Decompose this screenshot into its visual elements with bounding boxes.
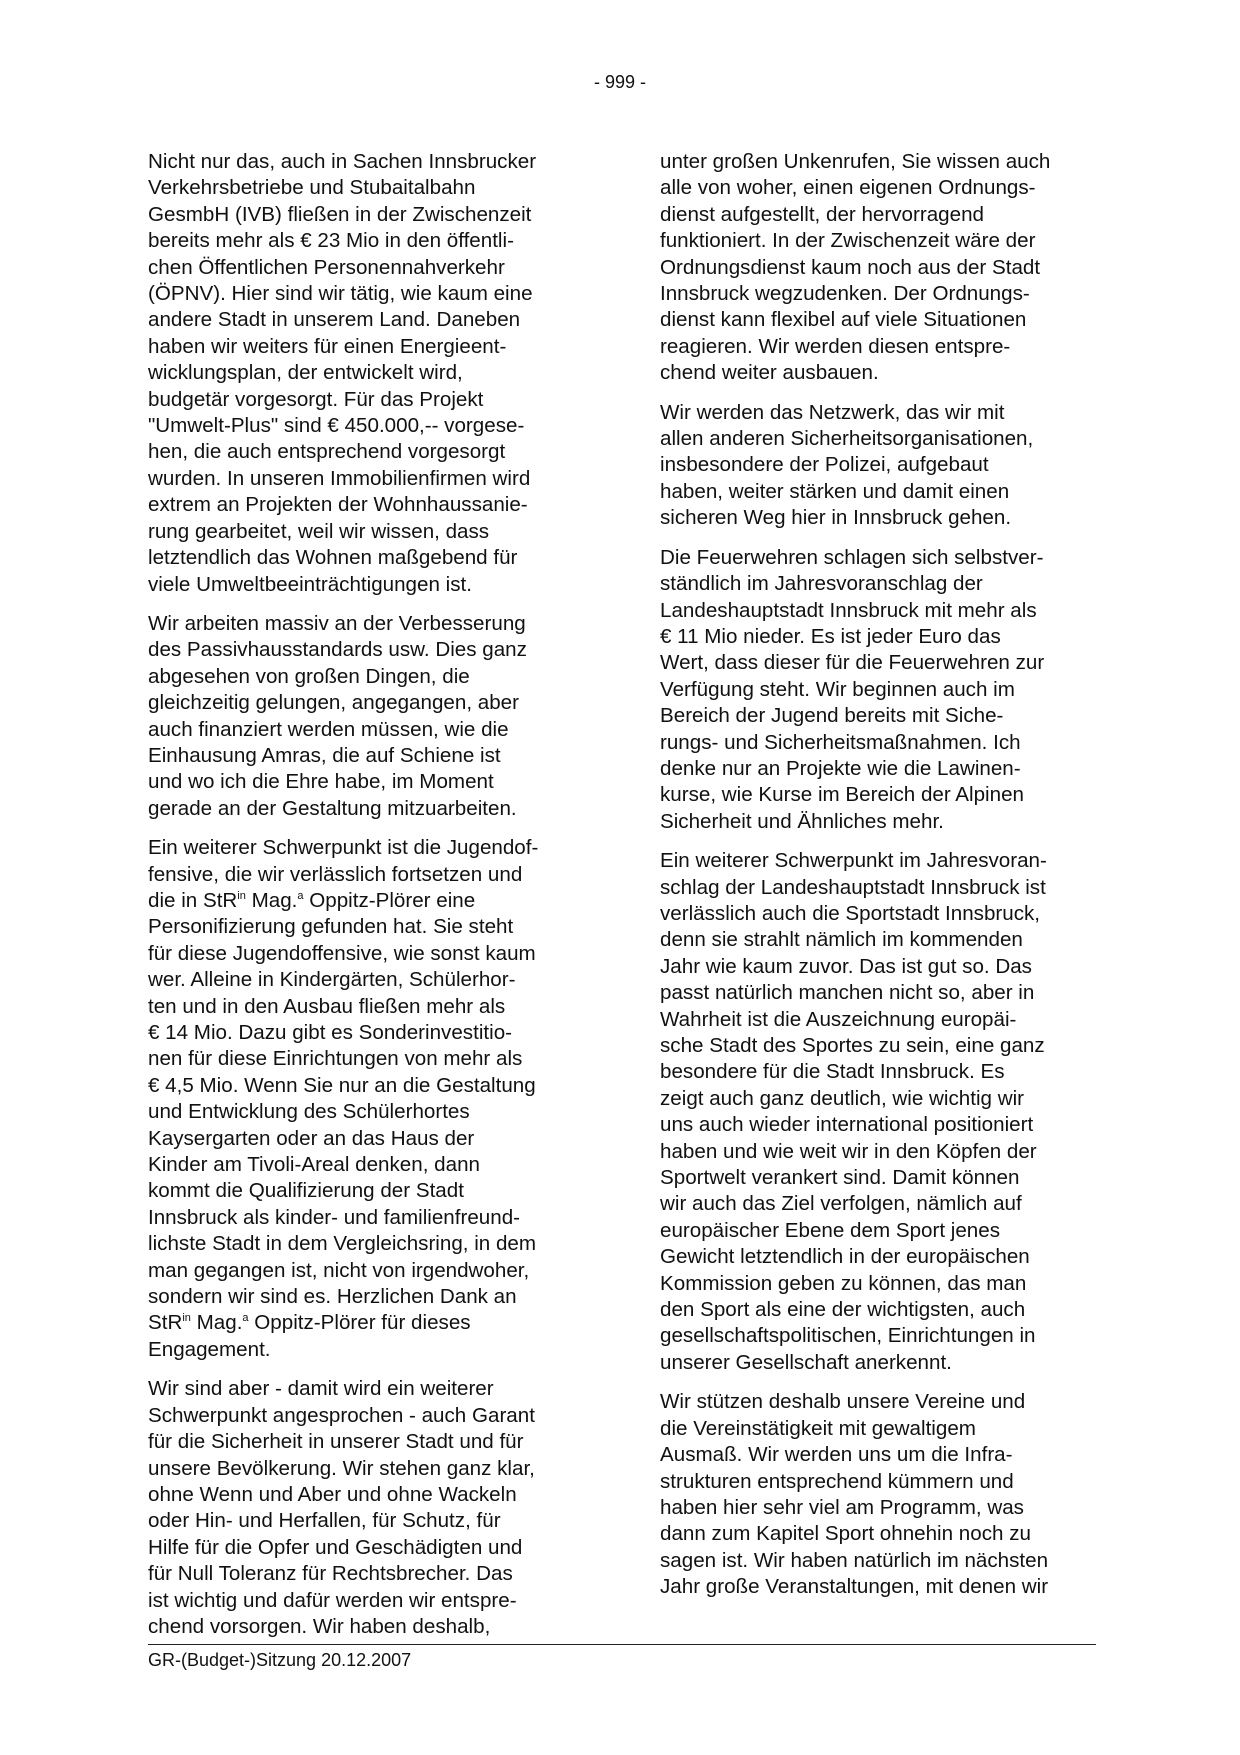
text-line: GesmbH (IVB) fließen in der Zwischenzeit xyxy=(148,202,532,226)
text-line: extrem an Projekten der Wohnhaussanie- xyxy=(148,493,528,517)
text-line: Wahrheit ist die Auszeichnung europäi- xyxy=(660,1007,1017,1031)
text-line: Hilfe für die Opfer und Geschädigten und xyxy=(148,1535,523,1559)
text-line: Landeshauptstadt Innsbruck mit mehr als xyxy=(660,598,1037,622)
text-line: chend weiter ausbauen. xyxy=(660,361,879,385)
text-line: reagieren. Wir werden diesen entspre- xyxy=(660,334,1011,358)
text-line: Wir sind aber - damit wird ein weiterer xyxy=(148,1377,494,1401)
text-line: europäischer Ebene dem Sport jenes xyxy=(660,1218,1001,1242)
text-line: kurse, wie Kurse im Bereich der Alpinen xyxy=(660,783,1024,807)
text-line: Sportwelt verankert sind. Damit können xyxy=(660,1166,1020,1190)
text-line: rung gearbeitet, weil wir wissen, dass xyxy=(148,519,490,543)
text-line: € 11 Mio nieder. Es ist jeder Euro das xyxy=(660,624,1001,648)
text-line: ist wichtig und dafür werden wir entspre- xyxy=(148,1588,517,1612)
paragraph xyxy=(660,149,1095,387)
text-line: hen, die auch entsprechend vorgesorgt xyxy=(148,440,506,464)
paragraph xyxy=(660,1389,1095,1600)
text-line: Wir stützen deshalb unsere Vereine und xyxy=(660,1390,1026,1414)
text-line: sicheren Weg hier in Innsbruck gehen. xyxy=(660,506,1012,530)
text-line: Jahr wie kaum zuvor. Das ist gut so. Das xyxy=(660,954,1032,978)
text-line: wurden. In unseren Immobilienfirmen wird xyxy=(148,466,531,490)
text-line: Schwerpunkt angesprochen - auch Garant xyxy=(148,1403,535,1427)
text-line: Personifizierung gefunden hat. Sie steht xyxy=(148,915,514,939)
text-line: die in StR$^{in}$ Mag.$^a$ Oppitz-Plörer eine xyxy=(148,888,476,912)
text-line: wer. Alleine in Kindergärten, Schülerhor- xyxy=(148,968,516,992)
text-line: chen Öffentlichen Personennahverkehr xyxy=(148,255,505,279)
text-line: Ordnungsdienst kaum noch aus der Stadt xyxy=(660,255,1041,279)
text-line: Gewicht letztendlich in der europäischen xyxy=(660,1245,1030,1269)
text-line: Wir werden das Netzwerk, das wir mit xyxy=(660,400,1005,424)
text-line: abgesehen von großen Dingen, die xyxy=(148,664,470,688)
text-line: unsere Bevölkerung. Wir stehen ganz klar, xyxy=(148,1456,535,1480)
text-line: gerade an der Gestaltung mitzuarbeiten. xyxy=(148,796,517,820)
text-line: Einhausung Amras, die auf Schiene ist xyxy=(148,743,501,767)
paragraph xyxy=(148,611,583,822)
text-line: Kaysergarten oder an das Haus der xyxy=(148,1126,475,1150)
text-line: andere Stadt in unserem Land. Daneben xyxy=(148,308,521,332)
text-line: Innsbruck als kinder- und familienfreund- xyxy=(148,1205,521,1229)
text-line: Wir arbeiten massiv an der Verbesserung xyxy=(148,611,526,635)
paragraph xyxy=(148,835,583,1363)
text-line: für Null Toleranz für Rechtsbrecher. Das xyxy=(148,1562,513,1586)
text-line: € 14 Mio. Dazu gibt es Sonderinvestitio- xyxy=(148,1021,513,1044)
text-line: chend vorsorgen. Wir haben deshalb, xyxy=(148,1614,491,1638)
paragraph xyxy=(148,1376,583,1640)
text-line: (ÖPNV). Hier sind wir tätig, wie kaum eine xyxy=(148,282,533,306)
text-line: wicklungsplan, der entwickelt wird, xyxy=(148,361,463,385)
text-line: Wert, dass dieser für die Feuerwehren zur xyxy=(660,651,1045,675)
footer-divider xyxy=(148,1644,1096,1645)
text-line: den Sport als eine der wichtigsten, auch xyxy=(660,1298,1026,1322)
text-line: gleichzeitig gelungen, angegangen, aber xyxy=(148,691,519,715)
text-line: denke nur an Projekte wie die Lawinen- xyxy=(660,756,1021,780)
text-line: haben und wie weit wir in den Köpfen der xyxy=(660,1139,1037,1163)
text-line: Jahr große Veranstaltungen, mit denen wir xyxy=(660,1575,1049,1599)
text-line: dienst aufgestellt, der hervorragend xyxy=(660,202,984,226)
text-line: ständlich im Jahresvoranschlag der xyxy=(660,572,983,596)
text-line: und Entwicklung des Schülerhortes xyxy=(148,1100,470,1124)
text-line: strukturen entsprechend kümmern und xyxy=(660,1469,1014,1493)
text-line: Bereich der Jugend bereits mit Siche- xyxy=(660,704,1004,728)
text-line: haben, weiter stärken und damit einen xyxy=(660,479,1010,503)
paragraph xyxy=(660,400,1095,532)
text-line: insbesondere der Polizei, aufgebaut xyxy=(660,453,989,477)
text-line: € 4,5 Mio. Wenn Sie nur an die Gestaltung xyxy=(148,1073,536,1097)
text-line: denn sie strahlt nämlich im kommenden xyxy=(660,928,1023,952)
text-line: Ein weiterer Schwerpunkt im Jahresvoran- xyxy=(660,849,1047,873)
text-line: Engagement. xyxy=(148,1337,271,1361)
text-line: alle von woher, einen eigenen Ordnungs- xyxy=(660,176,1036,200)
footer-session-label: GR-(Budget-)Sitzung 20.12.2007 xyxy=(148,1650,412,1670)
text-line: dann zum Kapitel Sport ohnehin noch zu xyxy=(660,1522,1031,1546)
text-line: haben wir weiters für einen Energieent- xyxy=(148,334,507,358)
text-line: für die Sicherheit in unserer Stadt und für xyxy=(148,1430,524,1454)
text-line: man gegangen ist, nicht von irgendwoher, xyxy=(148,1258,530,1282)
text-line: passt natürlich manchen nicht so, aber in xyxy=(660,981,1035,1005)
text-line: Kommission geben zu können, das man xyxy=(660,1271,1027,1295)
text-line: unter großen Unkenrufen, Sie wissen auch xyxy=(660,150,1051,173)
text-line: ohne Wenn und Aber und ohne Wackeln xyxy=(148,1482,517,1506)
text-line: Innsbruck wegzudenken. Der Ordnungs- xyxy=(660,282,1030,306)
text-line: kommt die Qualifizierung der Stadt xyxy=(148,1179,464,1203)
text-line: und wo ich die Ehre habe, im Moment xyxy=(148,770,494,794)
text-line: besondere für die Stadt Innsbruck. Es xyxy=(660,1060,1005,1084)
text-line: StR$^{in}$ Mag.$^a$ Oppitz-Plörer für dieses xyxy=(148,1311,471,1335)
text-line: lichste Stadt in dem Vergleichsring, in dem xyxy=(148,1232,537,1256)
text-line: Verfügung steht. Wir beginnen auch im xyxy=(660,677,1015,701)
paragraph xyxy=(148,149,583,598)
text-line: Ein weiterer Schwerpunkt ist die Jugendof- xyxy=(148,836,539,860)
text-line: des Passivhausstandards usw. Dies ganz xyxy=(148,638,527,662)
text-line: haben hier sehr viel am Programm, was xyxy=(660,1495,1024,1519)
text-line: die Vereinstätigkeit mit gewaltigem xyxy=(660,1416,976,1440)
text-line: budgetär vorgesorgt. Für das Projekt xyxy=(148,387,484,411)
text-line: funktioniert. In der Zwischenzeit wäre der xyxy=(660,229,1036,253)
text-line: zeigt auch ganz deutlich, wie wichtig wir xyxy=(660,1086,1025,1110)
text-line: uns auch wieder international positioniert xyxy=(660,1113,1034,1137)
text-line: unserer Gesellschaft anerkennt. xyxy=(660,1350,952,1374)
text-line: verlässlich auch die Sportstadt Innsbruck, xyxy=(660,901,1041,925)
text-line: rungs- und Sicherheitsmaßnahmen. Ich xyxy=(660,730,1021,754)
text-line: allen anderen Sicherheitsorganisationen, xyxy=(660,427,1034,451)
text-line: nen für diese Einrichtungen von mehr als xyxy=(148,1047,523,1071)
text-line: gesellschaftspolitischen, Einrichtungen in xyxy=(660,1324,1036,1348)
text-line: sondern wir sind es. Herzlichen Dank an xyxy=(148,1285,517,1309)
text-line: ten und in den Ausbau fließen mehr als xyxy=(148,994,506,1018)
text-line: Verkehrsbetriebe und Stubaitalbahn xyxy=(148,176,476,200)
text-line: schlag der Landeshauptstadt Innsbruck ist xyxy=(660,875,1046,899)
text-line: Sicherheit und Ähnliches mehr. xyxy=(660,809,944,833)
text-line: Kinder am Tivoli-Areal denken, dann xyxy=(148,1153,480,1177)
text-line: letztendlich das Wohnen maßgebend für xyxy=(148,546,518,570)
text-line: sagen ist. Wir haben natürlich im nächsten xyxy=(660,1548,1049,1572)
paragraph xyxy=(660,545,1095,835)
text-line: oder Hin- und Herfallen, für Schutz, für xyxy=(148,1509,501,1533)
left-column xyxy=(148,149,583,1653)
page-number: - 999 - xyxy=(593,72,647,92)
text-line: dienst kann flexibel auf viele Situationen xyxy=(660,308,1027,332)
text-line: wir auch das Ziel verfolgen, nämlich auf xyxy=(660,1192,1022,1216)
text-line: Ausmaß. Wir werden uns um die Infra- xyxy=(660,1443,1013,1467)
text-line: bereits mehr als € 23 Mio in den öffentli- xyxy=(148,229,514,253)
text-line: auch finanziert werden müssen, wie die xyxy=(148,717,509,741)
text-line: für diese Jugendoffensive, wie sonst kaum xyxy=(148,941,536,965)
text-line: Nicht nur das, auch in Sachen Innsbrucker xyxy=(148,150,537,173)
text-line: viele Umweltbeeinträchtigungen ist. xyxy=(148,572,472,596)
text-line: fensive, die wir verlässlich fortsetzen und xyxy=(148,862,523,886)
text-line: sche Stadt des Sportes zu sein, eine ganz xyxy=(660,1034,1045,1057)
right-column xyxy=(660,149,1095,1614)
text-line: "Umwelt-Plus" sind € 450.000,-- vorgese- xyxy=(148,414,525,438)
text-line: Die Feuerwehren schlagen sich selbstver- xyxy=(660,545,1044,569)
paragraph xyxy=(660,848,1095,1376)
